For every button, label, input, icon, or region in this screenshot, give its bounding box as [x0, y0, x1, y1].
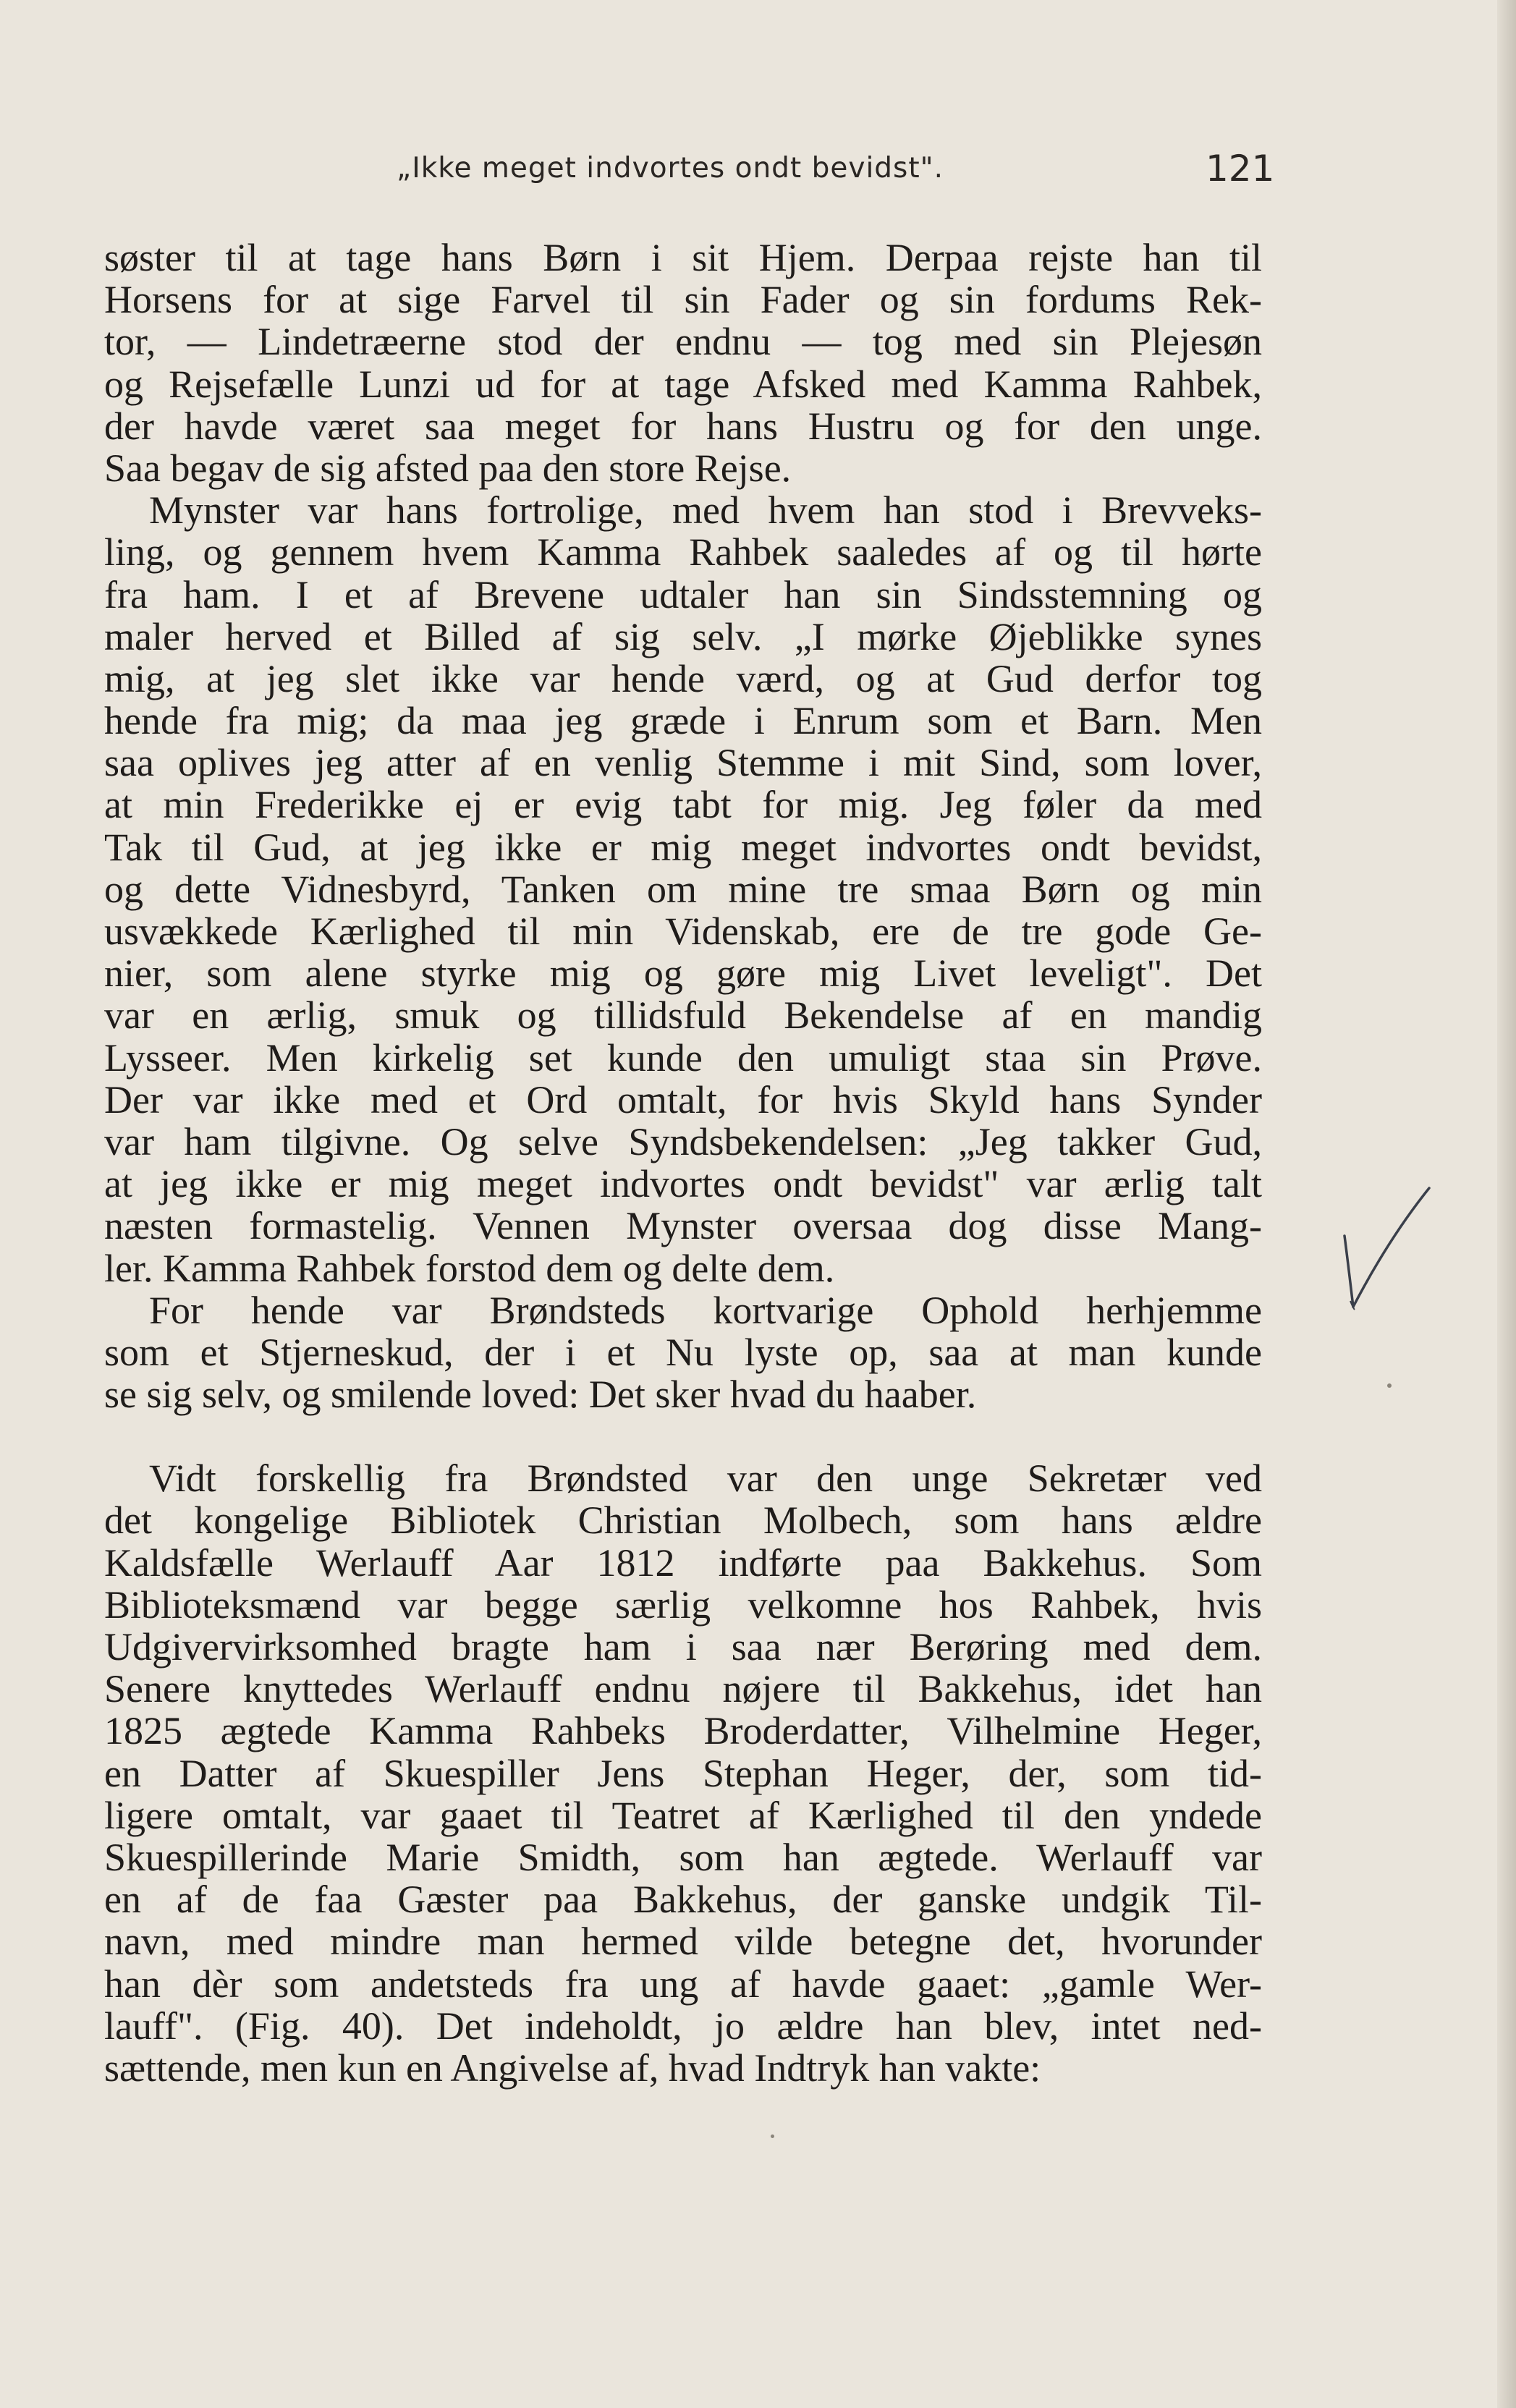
text-line: mig, at jeg slet ikke var hende værd, og at Gud derfor tog	[104, 656, 1262, 700]
page-number: 121	[1206, 148, 1275, 190]
handwritten-checkmark-icon	[1331, 1185, 1454, 1315]
paragraph	[104, 1457, 1262, 2089]
text-line: at jeg ikke er mig meget indvortes ondt bevidst" var ærlig talt	[104, 1162, 1262, 1206]
text-line: maler herved et Billed af sig selv. „I mørke Øjeblikke synes	[104, 614, 1262, 658]
paper-speck	[771, 2134, 774, 2138]
text-line: der havde været saa meget for hans Hustru og for den unge.	[104, 404, 1262, 448]
text-line: Mynster var hans fortrolige, med hvem han stod i Brevveks-	[149, 488, 1262, 533]
text-line: ligere omtalt, var gaaet til Teatret af Kærlighed til den yndede	[104, 1793, 1262, 1837]
text-line: hende fra mig; da maa jeg græde i Enrum som et Barn. Men	[104, 699, 1262, 743]
section-gap	[104, 1415, 1262, 1457]
text-line: næsten formastelig. Vennen Mynster oversaa dog disse Mang-	[104, 1204, 1262, 1248]
text-line: For hende var Brøndsteds kortvarige Ophold herhjemme	[149, 1288, 1262, 1332]
text-line: det kongelige Bibliotek Christian Molbech, som hans ældre	[104, 1498, 1262, 1543]
text-line: Udgivervirksomhed bragte ham i saa nær Berøring med dem.	[104, 1625, 1262, 1669]
paragraph	[104, 237, 1262, 489]
text-line: ling, og gennem hvem Kamma Rahbek saaledes af og til hørte	[104, 530, 1262, 575]
text-line: og Rejsefælle Lunzi ud for at tage Afsked med Kamma Rahbek,	[104, 362, 1262, 406]
paragraph	[104, 1289, 1262, 1416]
text-line: Kaldsfælle Werlauff Aar 1812 indførte paa Bakkehus. Som	[104, 1540, 1262, 1585]
text-line: en Datter af Skuespiller Jens Stephan Heger, der, som tid-	[104, 1751, 1262, 1795]
text-line: 1825 ægtede Kamma Rahbeks Broderdatter, Vilhelmine Heger,	[104, 1709, 1262, 1753]
text-line: var ham tilgivne. Og selve Syndsbekendelsen: „Jeg takker Gud,	[104, 1119, 1262, 1163]
text-line: Senere knyttedes Werlauff endnu nøjere til Bakkehus, idet han	[104, 1667, 1262, 1711]
text-line: sættende, men kun en Angivelse af, hvad Indtryk han vakte:	[104, 2045, 1041, 2090]
text-line: som et Stjerneskud, der i et Nu lyste op, saa at man kunde	[104, 1330, 1262, 1374]
running-head	[0, 145, 1516, 203]
text-line: søster til at tage hans Børn i sit Hjem. Derpaa rejste han til	[104, 236, 1262, 279]
paper-speck	[1387, 1383, 1392, 1388]
text-line: tor, — Lindetræerne stod der endnu — tog med sin Plejesøn	[104, 320, 1262, 364]
text-line: fra ham. I et af Brevene udtaler han sin Sindsstemning og	[104, 572, 1262, 616]
text-line: ler. Kamma Rahbek forstod dem og delte dem.	[104, 1246, 835, 1290]
text-line: at min Frederikke ej er evig tabt for mig. Jeg føler da med	[104, 783, 1262, 827]
text-line: se sig selv, og smilende loved: Det sker hvad du haaber.	[104, 1373, 977, 1417]
text-line: navn, med mindre man hermed vilde betegne det, hvorunder	[104, 1920, 1262, 1964]
text-line: Lysseer. Men kirkelig set kunde den umuligt staa sin Prøve.	[104, 1035, 1262, 1080]
paragraph	[104, 489, 1262, 1289]
text-line: var en ærlig, smuk og tillidsfuld Bekendelse af en mandig	[104, 993, 1262, 1038]
running-head-title: „Ikke meget indvortes ondt bevidst".	[397, 152, 944, 185]
text-line: og dette Vidnesbyrd, Tanken om mine tre smaa Børn og min	[104, 867, 1262, 911]
text-line: Tak til Gud, at jeg ikke er mig meget indvortes ondt bevidst,	[104, 825, 1262, 869]
text-line: han dèr som andetsteds fra ung af havde gaaet: „gamle Wer-	[104, 1962, 1262, 2006]
text-line: Der var ikke med et Ord omtalt, for hvis Skyld hans Synder	[104, 1077, 1262, 1122]
page-edge-shadow	[1497, 0, 1516, 2408]
text-line: nier, som alene styrke mig og gøre mig Livet leveligt". Det	[104, 951, 1262, 996]
text-line: usvækkede Kærlighed til min Videnskab, ere de tre gode Ge-	[104, 910, 1262, 953]
text-line: Vidt forskellig fra Brøndsted var den unge Sekretær ved	[149, 1457, 1262, 1501]
text-line: Biblioteksmænd var begge særlig velkomne hos Rahbek, hvis	[104, 1582, 1262, 1627]
text-line: en af de faa Gæster paa Bakkehus, der ganske undgik Til-	[104, 1878, 1262, 1922]
body-text	[104, 237, 1262, 2089]
text-line: lauff". (Fig. 40). Det indeholdt, jo ældre han blev, intet ned-	[104, 2004, 1262, 2048]
text-line: Saa begav de sig afsted paa den store Rejse.	[104, 446, 792, 490]
text-line: Horsens for at sige Farvel til sin Fader og sin fordums Rek-	[104, 278, 1262, 322]
text-line: saa oplives jeg atter af en venlig Stemme i mit Sind, som lover,	[104, 741, 1262, 785]
text-line: Skuespillerinde Marie Smidth, som han ægtede. Werlauff var	[104, 1835, 1262, 1879]
